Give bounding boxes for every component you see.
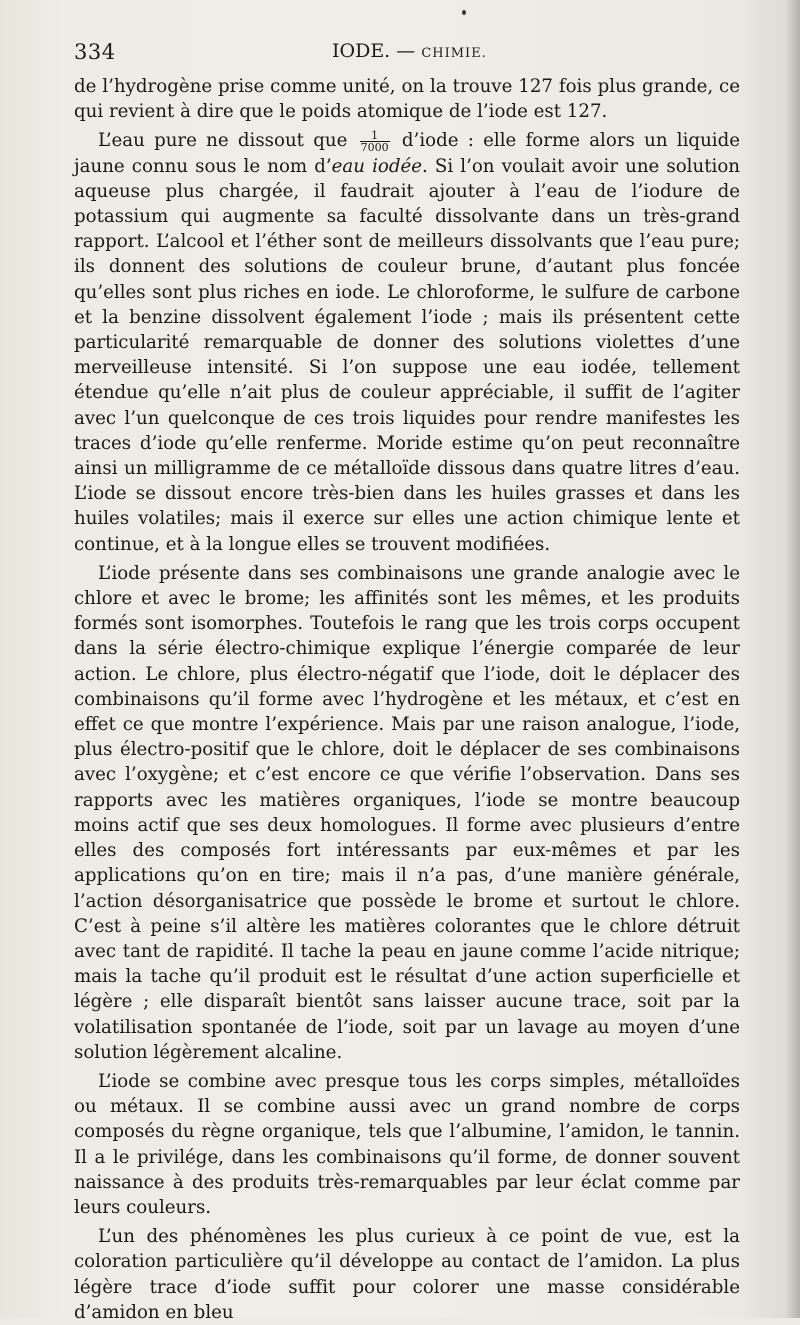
text-run: de l’hydrogène prise comme unité, on la trouve 127 fois plus grande, ce qui revient à dire que le poids atomique de l’iode est 127.	[74, 76, 740, 123]
fraction	[360, 130, 390, 153]
paragraph	[74, 1224, 740, 1325]
ink-speck	[462, 10, 466, 15]
chapter-title-main: IODE.	[332, 40, 391, 62]
text-run: L’un des phénomènes les plus curieux à ce point de vue, est la coloration particulière qu’il développe au contact de l’amidon. La plus légère trace d’iode suffit pour colorer une masse considérable d’amidon en bleu	[74, 1226, 740, 1323]
text-run: L’iode présente dans ses combinaisons une grande analogie avec le chlore et avec le brome; les affinités sont les mêmes, et les produits formés sont isomorphes. Toutefois le rang que les trois corps occupent dans la série électro-chimique explique l’énergie comparée de leur action. Le chlore, plus électro-négatif que l’iode, doit le déplacer des combinaisons qu’il forme avec l’hydrogène et les métaux, et c’est en effet ce que montre l’expérience. Mais par une raison analogue, l’iode, plus électro-positif que le chlore, doit le déplacer de ses combinaisons avec l’oxygène; et c’est encore ce que vérifie l’observation. Dans ses rapports avec les matières organiques, l’iode se montre beaucoup moins actif que ses deux homologues. Il forme avec plusieurs d’entre elles des composés fort intéressants par eux-mêmes et par les applications qu’on en tire; mais il n’a pas, d’une manière générale, l’action désorganisatrice que possède le brome et surtout le chlore. C’est à peine s’il altère les matières colorantes que le chlore détruit avec tant de rapidité. Il tache la peau en jaune comme l’acide nitrique; mais la tache qu’il produit est le résultat d’une action superficielle et légère ; elle disparaît bientôt sans laisser aucune trace, soit par la volatilisation spontanée de l’iode, soit par un lavage au moyen d’une solution légèrement alcaline.	[74, 562, 740, 1063]
paragraph	[74, 561, 740, 1065]
italic-text: eau iodée.	[331, 155, 428, 177]
paragraph	[74, 74, 740, 124]
text-run: L’eau pure ne dissout que	[98, 130, 357, 152]
page-number: 334	[74, 40, 116, 64]
body-text	[74, 74, 740, 1325]
chapter-title	[332, 40, 487, 62]
fraction-numerator: 1	[360, 130, 390, 142]
running-head	[74, 40, 742, 70]
fraction-denominator: 7000	[360, 140, 389, 154]
text-run: L’iode se combine avec presque tous les corps simples, métalloïdes ou métaux. Il se combine aussi avec un grand nombre de corps composés du règne organique, tels que l’albumine, l’amidon, le tannin. Il a le privilége, dans les combinaisons qu’il forme, de donner souvent naissance à des produits très-remarquables par leur éclat comme par leurs couleurs.	[74, 1070, 740, 1218]
section-title: CHIMIE.	[421, 46, 487, 61]
paragraph	[74, 1069, 740, 1220]
paragraph	[74, 128, 740, 556]
title-separator: —	[396, 40, 416, 62]
text-run: Si l’on voulait avoir une solution aqueuse plus chargée, il faudrait ajouter à l’eau de l’iodure de potassium qui augmente sa faculté dissolvante dans un très-grand rapport. L’alcool et l’éther sont de meilleurs dissolvants que l’eau pure; ils donnent des solutions de couleur brune, d’autant plus foncée qu’elles sont plus riches en iode. Le chloroforme, le sulfure de carbone et la benzine dissolvent également l’iode ; mais ils présentent cette particularité remarquable de donner des solutions violettes d’une merveilleuse intensité. Si l’on suppose une eau iodée, tellement étendue qu’elle n’ait plus de couleur appréciable, il suffit de l’agiter avec l’un quelconque de ces trois liquides pour rendre manifestes les traces d’iode qu’elle renferme. Moride estime qu’on peut reconnaître ainsi un milligramme de ce métalloïde dissous dans quatre litres d’eau. L’iode se dissout encore très-bien dans les huiles grasses et dans les huiles volatiles; mais il exerce sur elles une action chimique lente et continue, et à la longue elles se trouvent modifiées.	[74, 155, 740, 555]
text-run: d’iode : elle forme alors un liquide jaune connu sous le nom d’	[74, 130, 741, 177]
page-gutter-shadow	[786, 0, 800, 1318]
